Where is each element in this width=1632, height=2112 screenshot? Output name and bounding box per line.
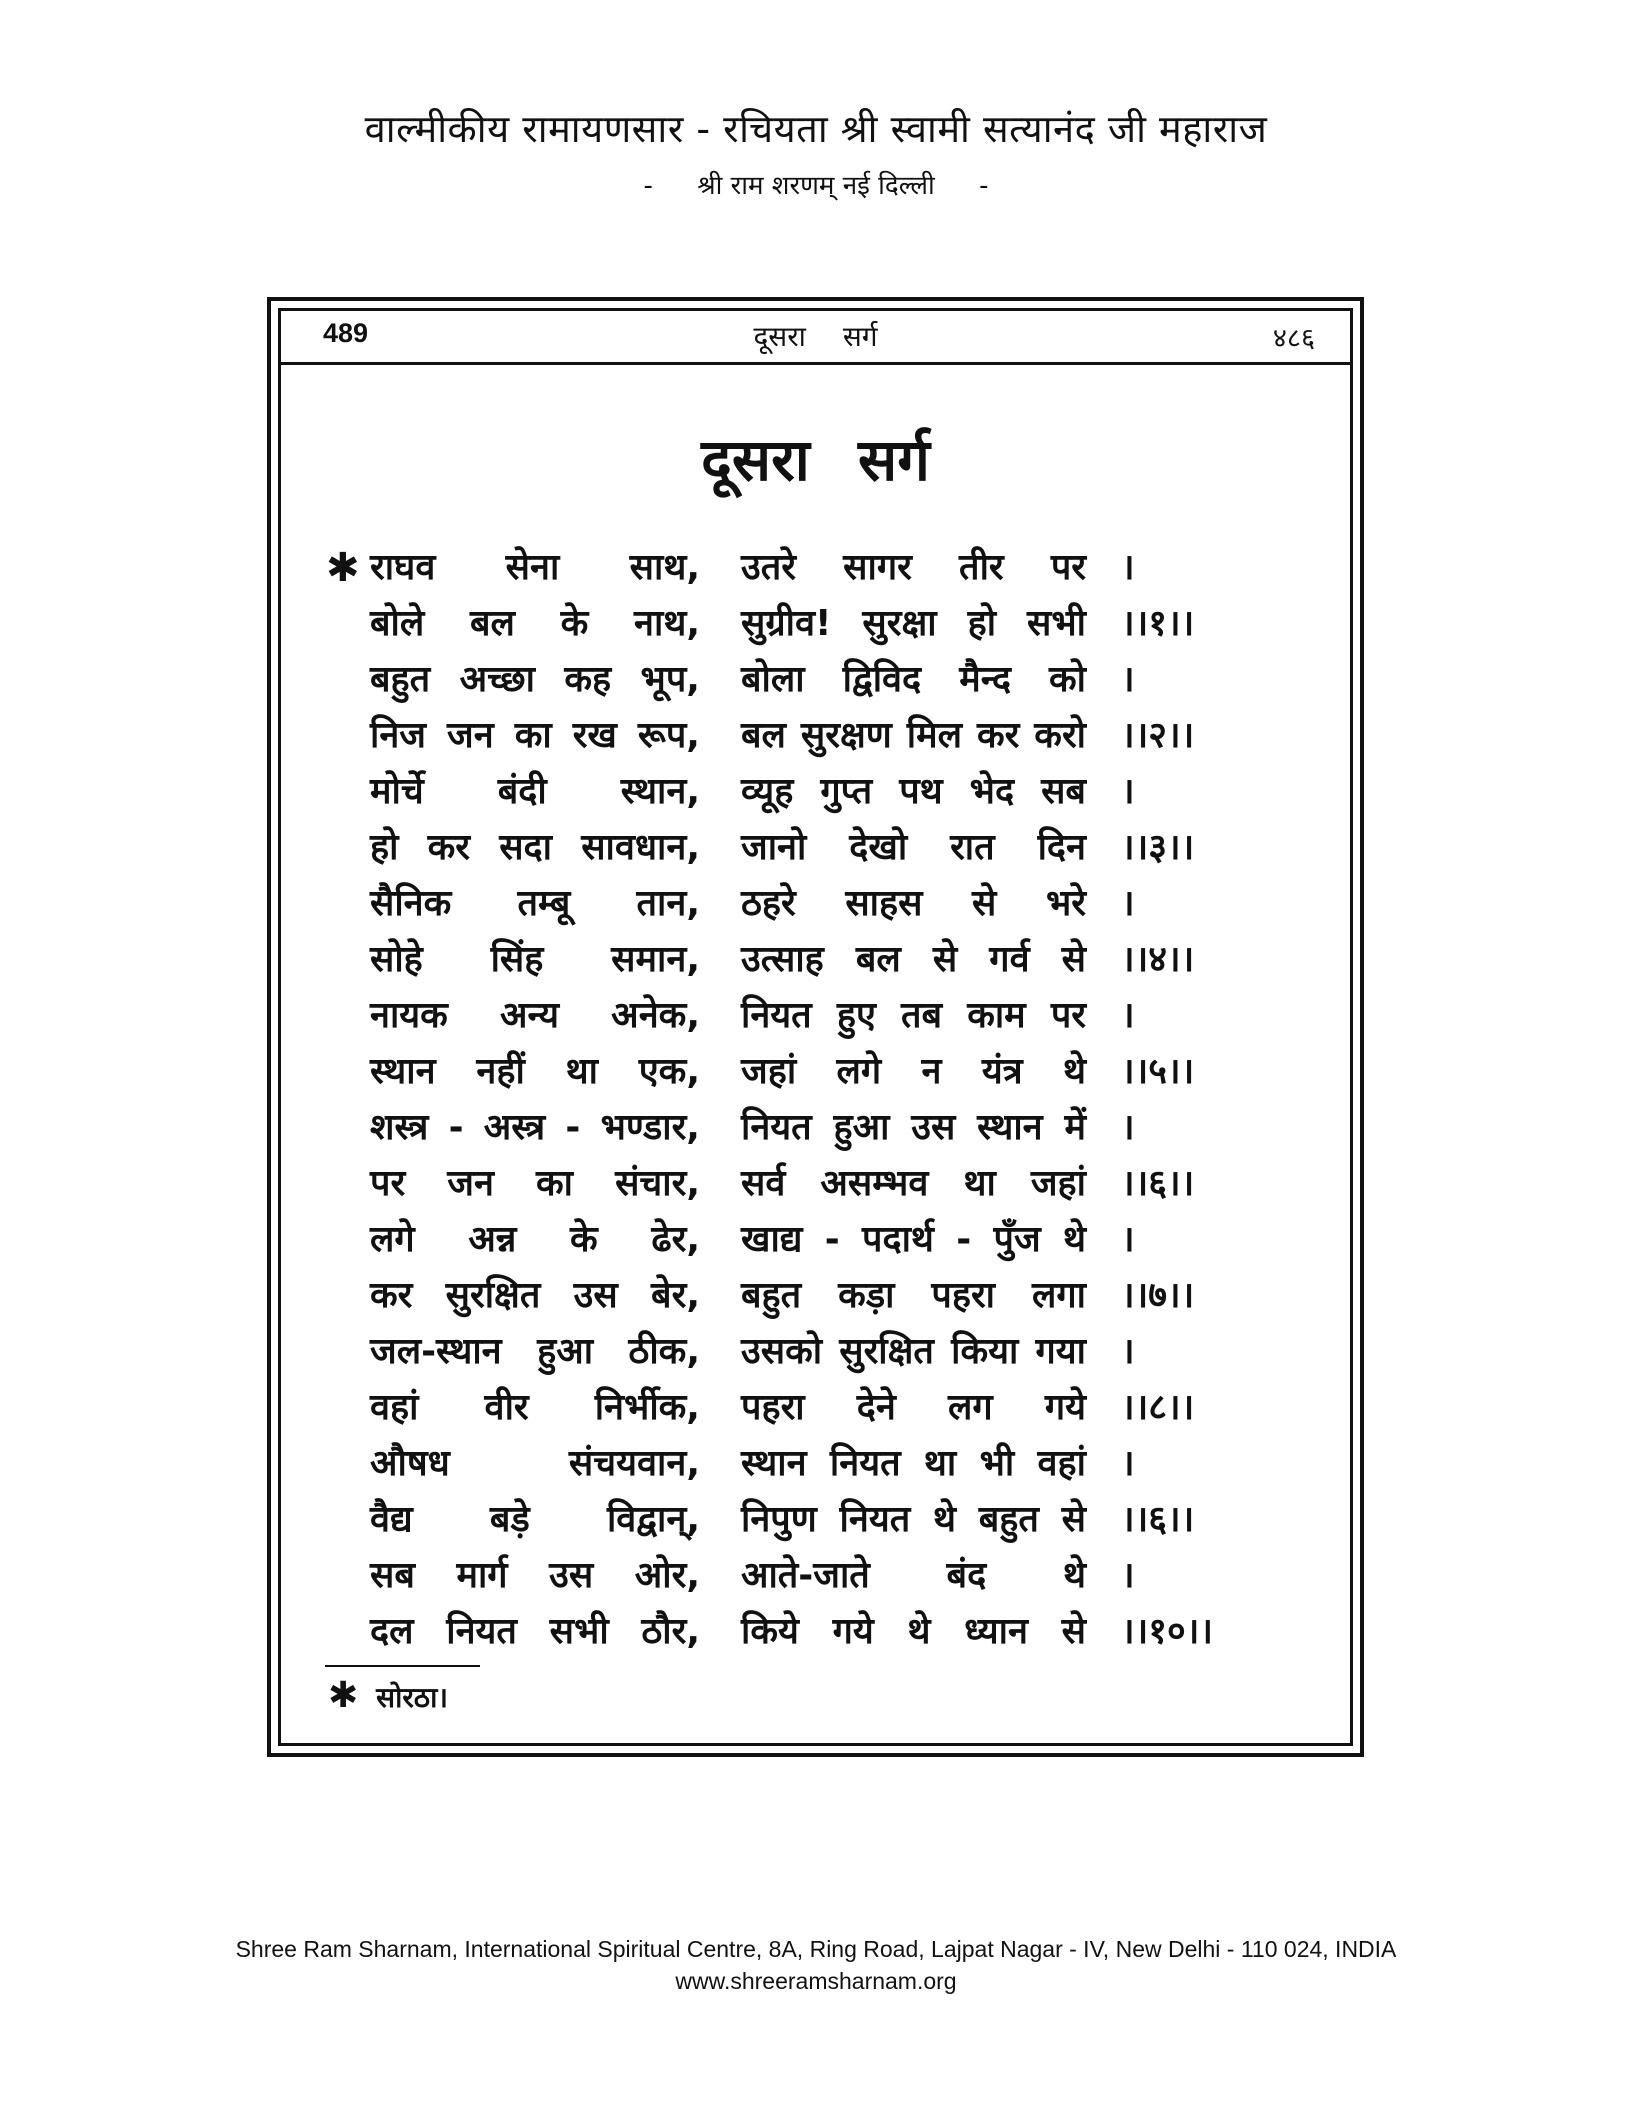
verse-end-mark: ।।८।। (1121, 1387, 1195, 1428)
verse-end-mark: ।।४।। (1121, 939, 1195, 980)
verse-second-half: सर्व असम्भव था जहां (741, 1163, 1086, 1204)
verse-first-half: वैद्य बड़े विद्वान्, (370, 1499, 700, 1540)
verse-asterisk-icon: ✱ (326, 545, 360, 591)
verse-line (326, 1436, 1286, 1492)
verse-line (326, 540, 1286, 596)
verse-first-half: दल नियत सभी ठौर, (370, 1611, 700, 1652)
chapter-title-word-2: सर्ग (858, 426, 930, 494)
verse-line (326, 1044, 1286, 1100)
chapter-title (278, 418, 1353, 497)
verse-end-mark: । (1121, 1443, 1135, 1484)
verse-line (326, 1324, 1286, 1380)
verse-second-half: उत्साह बल से गर्व से (741, 939, 1086, 980)
footnote-rule (325, 1665, 480, 1667)
verse-line (326, 932, 1286, 988)
verse-line (326, 1212, 1286, 1268)
verse-second-half: ठहरे साहस से भरे (741, 883, 1086, 924)
verse-second-half: जानो देखो रात दिन (741, 827, 1086, 868)
verse-second-half: नियत हुआ उस स्थान में (741, 1107, 1086, 1148)
verse-line (326, 876, 1286, 932)
verse-line (326, 1604, 1286, 1660)
verse-second-half: उतरे सागर तीर पर (741, 547, 1086, 588)
verse-first-half: नायक अन्य अनेक, (370, 995, 700, 1036)
verse-end-mark: ।।२।। (1121, 715, 1195, 756)
running-head (278, 308, 1353, 365)
verse-end-mark: । (1121, 995, 1135, 1036)
verse-second-half: सुग्रीव! सुरक्षा हो सभी (741, 603, 1086, 644)
verse-end-mark: । (1121, 1331, 1135, 1372)
verse-first-half: मोर्चे बंदी स्थान, (370, 771, 700, 812)
footnote-text: सोरठा। (376, 1681, 448, 1714)
footnote-asterisk-icon: ✱ (328, 1675, 359, 1716)
subtitle-dash-left: - (643, 171, 653, 201)
verse-first-half: बहुत अच्छा कह भूप, (370, 659, 700, 700)
verse-first-half: पर जन का संचार, (370, 1163, 700, 1204)
chapter-title-word-1: दूसरा (701, 426, 810, 494)
verse-second-half: आते-जाते बंद थे (741, 1555, 1086, 1596)
verse-first-half: बोले बल के नाथ, (370, 603, 700, 644)
verse-second-half: स्थान नियत था भी वहां (741, 1443, 1086, 1484)
footer-address: Shree Ram Sharnam, International Spiritual Centre, 8A, Ring Road, Lajpat Nagar - IV, New Delhi - 110 024, INDIA (235, 1936, 1397, 1962)
verse-first-half: राघव सेना साथ, (370, 547, 700, 588)
verse-first-half: स्थान नहीं था एक, (370, 1051, 700, 1092)
verse-end-mark: । (1121, 547, 1135, 588)
verse-end-mark: । (1121, 1107, 1135, 1148)
verse-end-mark: ।।६।। (1121, 1499, 1195, 1540)
verse-line (326, 1380, 1286, 1436)
verse-second-half: बोला द्विविद मैन्द को (741, 659, 1086, 700)
document-header-subtitle (0, 166, 1632, 202)
subtitle-dash-right: - (979, 171, 989, 201)
page-number-devanagari: ४८६ (1272, 323, 1315, 354)
verse-end-mark: । (1121, 883, 1135, 924)
verse-line (326, 1492, 1286, 1548)
verse-second-half: खाद्य - पदार्थ - पुँज थे (741, 1219, 1086, 1260)
verse-first-half: हो कर सदा सावधान, (370, 827, 700, 868)
footer-website-link[interactable]: www.shreeramsharnam.org (675, 1968, 957, 1994)
document-header-title: वाल्मीकीय रामायणसार - रचियता श्री स्वामी सत्यानंद जी महाराज (364, 107, 1268, 151)
verse-line (326, 988, 1286, 1044)
running-head-word-1: दूसरा (753, 320, 806, 353)
verse-line (326, 1156, 1286, 1212)
verse-second-half: किये गये थे ध्यान से (741, 1611, 1086, 1652)
verse-first-half: लगे अन्न के ढेर, (370, 1219, 700, 1260)
subtitle-text: श्री राम शरणम् नई दिल्ली (697, 171, 935, 201)
verse-end-mark: ।।१०।। (1121, 1611, 1214, 1652)
verse-line (326, 1268, 1286, 1324)
verse-line (326, 708, 1286, 764)
verse-line (326, 596, 1286, 652)
page-number-arabic: 489 (323, 318, 369, 348)
verse-line (326, 1548, 1286, 1604)
running-head-word-2: सर्ग (842, 320, 878, 353)
verse-end-mark: ।।७।। (1121, 1275, 1195, 1316)
verse-second-half: बहुत कड़ा पहरा लगा (741, 1275, 1086, 1316)
verse-end-mark: ।।६।। (1121, 1163, 1195, 1204)
verse-first-half: कर सुरक्षित उस बेर, (370, 1275, 700, 1316)
verse-first-half: सोहे सिंह समान, (370, 939, 700, 980)
footnote (328, 1675, 448, 1716)
verse-end-mark: । (1121, 771, 1135, 812)
running-head-title (278, 317, 1353, 355)
verse-second-half: बल सुरक्षण मिल कर करो (741, 715, 1086, 756)
verse-first-half: सब मार्ग उस ओर, (370, 1555, 700, 1596)
verse-first-half: निज जन का रख रूप, (370, 715, 700, 756)
verse-end-mark: । (1121, 1555, 1135, 1596)
verse-list (326, 540, 1286, 1660)
verse-first-half: जल-स्थान हुआ ठीक, (370, 1331, 700, 1372)
verse-end-mark: ।।३।। (1121, 827, 1195, 868)
verse-end-mark: ।।१।। (1121, 603, 1195, 644)
verse-second-half: नियत हुए तब काम पर (741, 995, 1086, 1036)
verse-first-half: औषध संचयवान, (370, 1443, 700, 1484)
verse-end-mark: । (1121, 1219, 1135, 1260)
verse-first-half: शस्त्र - अस्त्र - भण्डार, (370, 1107, 700, 1148)
verse-end-mark: । (1121, 659, 1135, 700)
verse-second-half: जहां लगे न यंत्र थे (741, 1051, 1086, 1092)
verse-end-mark: ।।५।। (1121, 1051, 1195, 1092)
verse-line (326, 820, 1286, 876)
verse-second-half: उसको सुरक्षित किया गया (741, 1331, 1086, 1372)
verse-line (326, 1100, 1286, 1156)
verse-line (326, 652, 1286, 708)
verse-second-half: निपुण नियत थे बहुत से (741, 1499, 1086, 1540)
verse-first-half: वहां वीर निर्भीक, (370, 1387, 700, 1428)
verse-first-half: सैनिक तम्बू तान, (370, 883, 700, 924)
verse-second-half: व्यूह गुप्त पथ भेद सब (741, 771, 1086, 812)
verse-second-half: पहरा देने लग गये (741, 1387, 1086, 1428)
verse-line (326, 764, 1286, 820)
